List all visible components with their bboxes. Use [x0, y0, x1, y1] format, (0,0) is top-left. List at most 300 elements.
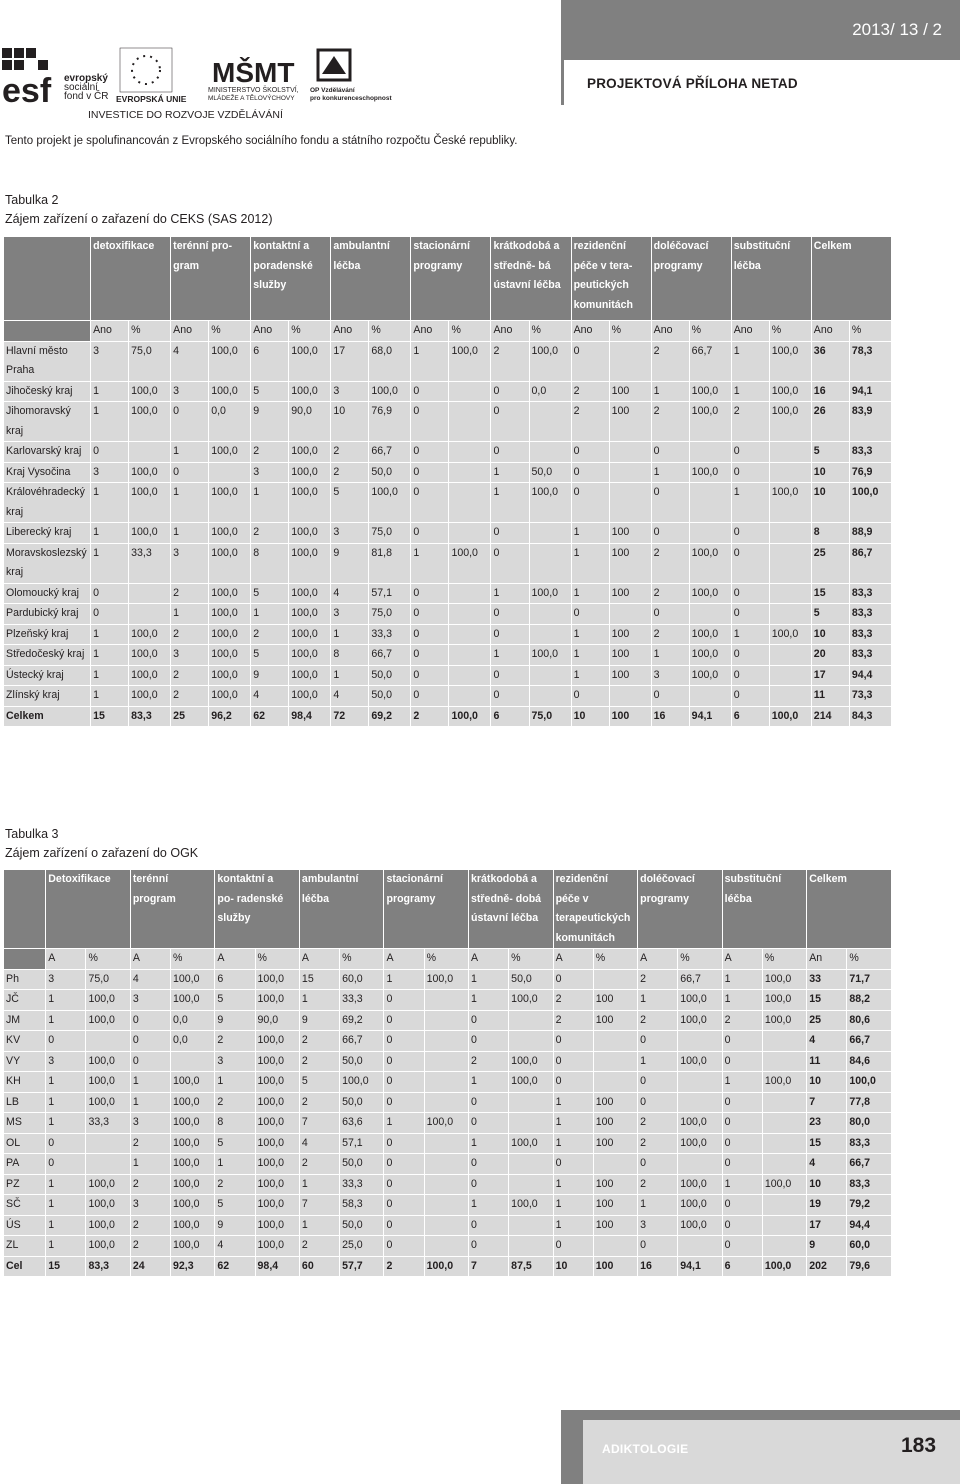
column-header: Detoxifikace — [46, 870, 131, 949]
table-cell: 100,0 — [762, 969, 806, 990]
table-row — [4, 1072, 892, 1093]
subheader-cell: % — [849, 321, 891, 342]
table-cell — [509, 1010, 553, 1031]
column-header: Celkem — [811, 237, 891, 321]
table-cell — [509, 1215, 553, 1236]
table-cell: 1 — [331, 624, 369, 645]
table-cell: 0 — [171, 462, 209, 483]
table-cell: 9 — [807, 1236, 847, 1257]
table-cell: 11 — [807, 1051, 847, 1072]
table-cell: 0 — [491, 523, 529, 544]
table-cell: 100,0 — [209, 624, 251, 645]
table-cell: 66,7 — [847, 1154, 892, 1175]
table-cell: 16 — [638, 1256, 678, 1277]
subheader-cell: % — [847, 949, 892, 970]
table-cell: 80,6 — [847, 1010, 892, 1031]
table-cell: 68,0 — [369, 341, 411, 381]
table-cell: 1 — [91, 624, 129, 645]
table-cell: 100,0 — [289, 523, 331, 544]
table-cell: 2 — [299, 1051, 339, 1072]
table-cell: 2 — [571, 381, 609, 402]
table-row — [4, 969, 892, 990]
table-cell: 57,1 — [369, 583, 411, 604]
table-cell: 3 — [171, 645, 209, 666]
table-cell: 87,5 — [509, 1256, 553, 1277]
table-cell: 9 — [331, 543, 369, 583]
table-cell: 5 — [215, 1133, 255, 1154]
table-cell: 83,3 — [849, 624, 891, 645]
table-cell — [129, 604, 171, 625]
column-header: substituční léčba — [731, 237, 811, 321]
table-cell: 100,0 — [689, 462, 731, 483]
table-cell: 2 — [299, 1031, 339, 1052]
svg-text:EVROPSKÁ UNIE: EVROPSKÁ UNIE — [116, 94, 187, 104]
table-cell: 0 — [638, 1031, 678, 1052]
table-cell: 50,0 — [340, 1154, 384, 1175]
table-cell: 100 — [593, 1215, 637, 1236]
row-label: Jihomoravský kraj — [4, 402, 91, 442]
subheader-cell: A — [469, 949, 509, 970]
table-cell: 2 — [651, 583, 689, 604]
table-cell: 0 — [46, 1154, 86, 1175]
table-cell — [609, 686, 651, 707]
table-cell: 1 — [731, 624, 769, 645]
table-cell — [529, 543, 571, 583]
table-cell: 100,0 — [170, 1195, 214, 1216]
table-cell: 100,0 — [209, 543, 251, 583]
column-header: terénní pro- gram — [171, 237, 251, 321]
table-cell: 0 — [411, 523, 449, 544]
total-row — [4, 1256, 892, 1277]
table-cell: 77,8 — [847, 1092, 892, 1113]
table-cell: 6 — [491, 706, 529, 727]
table-cell: 84,6 — [847, 1051, 892, 1072]
table-cell: 2 — [638, 1113, 678, 1134]
table-cell: 0 — [384, 1236, 424, 1257]
table-cell: 5 — [251, 645, 289, 666]
table-cell: 1 — [722, 969, 762, 990]
table-cell: 0 — [651, 483, 689, 523]
table-cell — [449, 442, 491, 463]
op-logo — [310, 50, 392, 102]
table-cell: 100,0 — [340, 1072, 384, 1093]
table-cell: 1 — [46, 1010, 86, 1031]
table-cell: 0 — [469, 1010, 509, 1031]
column-header: rezidenční péče v tera- peutických komunitách — [571, 237, 651, 321]
table-cell: 0 — [651, 686, 689, 707]
table-cell — [424, 1236, 468, 1257]
table-cell: 94,4 — [849, 665, 891, 686]
table-cell: 1 — [91, 523, 129, 544]
table-cell: 2 — [638, 1174, 678, 1195]
table-cell: 2 — [638, 1133, 678, 1154]
table-cell: 0 — [491, 665, 529, 686]
table-cell: 26 — [811, 402, 849, 442]
table-cell — [762, 1215, 806, 1236]
table-cell: 100,0 — [129, 381, 171, 402]
table-cell: 0 — [91, 604, 129, 625]
table-cell: 0 — [722, 1031, 762, 1052]
column-header: substituční léčba — [722, 870, 807, 949]
table-cell: 3 — [331, 604, 369, 625]
table-cell: 100,0 — [289, 645, 331, 666]
table-cell: 1 — [171, 483, 209, 523]
table-cell: 33,3 — [340, 1174, 384, 1195]
table-cell: 5 — [331, 483, 369, 523]
table-cell: 72 — [331, 706, 369, 727]
row-label: Zlínský kraj — [4, 686, 91, 707]
table-cell: 100,0 — [255, 990, 299, 1011]
table-cell: 0 — [491, 604, 529, 625]
table-row — [4, 1154, 892, 1175]
table-cell: 100,0 — [86, 1195, 130, 1216]
row-label: Středočeský kraj — [4, 645, 91, 666]
table-cell: 100,0 — [255, 1113, 299, 1134]
subheader-cell: Ano — [491, 321, 529, 342]
table-row — [4, 686, 892, 707]
table-cell: 100 — [593, 1256, 637, 1277]
table-cell: 8 — [331, 645, 369, 666]
table-cell: 100,0 — [86, 1092, 130, 1113]
table-cell — [689, 604, 731, 625]
table-cell: 90,0 — [255, 1010, 299, 1031]
table-cell: 100,0 — [129, 686, 171, 707]
subheader-cell: % — [449, 321, 491, 342]
table-cell: 100,0 — [86, 1174, 130, 1195]
header-bar — [561, 0, 960, 105]
subheader-cell: Ano — [171, 321, 209, 342]
table-cell: 15 — [811, 583, 849, 604]
table-cell: 1 — [299, 1174, 339, 1195]
table-cell: 1 — [553, 1092, 593, 1113]
table-cell — [449, 523, 491, 544]
page-number: 183 — [901, 1434, 937, 1457]
subheader-cell: A — [638, 949, 678, 970]
table-cell: 81,8 — [369, 543, 411, 583]
table-cell: 86,7 — [849, 543, 891, 583]
table-cell: 100 — [593, 1195, 637, 1216]
table-cell: 100,0 — [449, 706, 491, 727]
table3-label: Tabulka 3 — [5, 827, 59, 841]
table-cell: 60,0 — [340, 969, 384, 990]
table-cell: 0 — [553, 1031, 593, 1052]
table-cell: 50,0 — [340, 1215, 384, 1236]
table-cell — [689, 523, 731, 544]
subheader-cell: % — [424, 949, 468, 970]
table2-caption — [5, 191, 273, 229]
row-label: Plzeňský kraj — [4, 624, 91, 645]
table-cell: 0 — [651, 604, 689, 625]
row-label: Ph — [4, 969, 46, 990]
table-cell: 100,0 — [170, 1236, 214, 1257]
table-cell: 3 — [91, 341, 129, 381]
subheader-cell: % — [762, 949, 806, 970]
table-row — [4, 604, 892, 625]
table-cell: 0 — [722, 1236, 762, 1257]
table-cell: 25,0 — [340, 1236, 384, 1257]
table-cell: 0 — [91, 442, 129, 463]
table-cell: 66,7 — [678, 969, 722, 990]
table-cell — [762, 1154, 806, 1175]
table-cell: 15 — [91, 706, 129, 727]
table-cell: 0 — [469, 1236, 509, 1257]
table-cell: 66,7 — [689, 341, 731, 381]
column-header: krátkodobá a středně- dobá ústavní léčba — [469, 870, 554, 949]
row-label: Liberecký kraj — [4, 523, 91, 544]
table-cell: 100,0 — [678, 1215, 722, 1236]
table-cell: 10 — [331, 402, 369, 442]
table-cell: 100,0 — [255, 1195, 299, 1216]
table-cell — [769, 604, 811, 625]
table-cell: 100,0 — [129, 402, 171, 442]
table-cell: 0 — [731, 645, 769, 666]
table-cell: 0 — [491, 686, 529, 707]
table-cell: 50,0 — [529, 462, 571, 483]
table-cell: 1 — [491, 483, 529, 523]
table-cell: 1 — [553, 1195, 593, 1216]
table-cell: 75,0 — [86, 969, 130, 990]
table-cell: 100,0 — [769, 483, 811, 523]
table-cell: 4 — [807, 1154, 847, 1175]
table-cell: 0 — [469, 1113, 509, 1134]
table-cell: 100,0 — [769, 341, 811, 381]
table-cell: 100,0 — [289, 665, 331, 686]
table-cell: 1 — [571, 543, 609, 583]
table-cell: 100,0 — [209, 483, 251, 523]
table-row — [4, 442, 892, 463]
table-cell: 7 — [299, 1195, 339, 1216]
table-cell: 100 — [593, 990, 637, 1011]
table-cell: 214 — [811, 706, 849, 727]
table-cell: 100,0 — [170, 1133, 214, 1154]
table-cell: 0 — [571, 442, 609, 463]
eu-logo — [116, 48, 187, 104]
row-label: VY — [4, 1051, 46, 1072]
table-cell: 0 — [571, 686, 609, 707]
table-cell — [689, 442, 731, 463]
table-cell: 100 — [609, 583, 651, 604]
column-header: doléčovací programy — [651, 237, 731, 321]
table-cell: 9 — [251, 402, 289, 442]
table-row — [4, 583, 892, 604]
table-cell: 100,0 — [678, 1195, 722, 1216]
svg-text:pro konkurenceschopnost: pro konkurenceschopnost — [310, 95, 392, 102]
table-cell: 15 — [46, 1256, 86, 1277]
table-cell: 1 — [731, 341, 769, 381]
table-cell: 6 — [251, 341, 289, 381]
table-cell: 0 — [638, 1154, 678, 1175]
table-cell: 1 — [91, 665, 129, 686]
table-cell: 2 — [215, 1092, 255, 1113]
table-cell: 10 — [811, 624, 849, 645]
table-cell: 5 — [251, 381, 289, 402]
table-cell: 0 — [722, 1154, 762, 1175]
table-cell: 0 — [731, 665, 769, 686]
table-cell: 2 — [130, 1174, 170, 1195]
row-label: Ústecký kraj — [4, 665, 91, 686]
table-cell: 10 — [807, 1072, 847, 1093]
row-label: Karlovarský kraj — [4, 442, 91, 463]
table-cell: 1 — [384, 969, 424, 990]
table-cell: 0 — [91, 583, 129, 604]
table-cell: 1 — [722, 990, 762, 1011]
table-cell: 100,0 — [129, 665, 171, 686]
table-cell: 20 — [811, 645, 849, 666]
slogan: INVESTICE DO ROZVOJE VZDĚLÁVÁNÍ — [88, 109, 283, 121]
table-row — [4, 1215, 892, 1236]
table-cell: 1 — [91, 686, 129, 707]
table-row — [4, 990, 892, 1011]
table-cell: 1 — [91, 381, 129, 402]
table-cell: 25 — [171, 706, 209, 727]
table-cell — [593, 969, 637, 990]
table-cell: 0,0 — [170, 1010, 214, 1031]
table3 — [3, 869, 892, 1277]
table-cell: 100,0 — [509, 1072, 553, 1093]
table-cell: 1 — [469, 990, 509, 1011]
journal-brand: ADIKTOLOGIE — [602, 1442, 689, 1456]
table-cell: 100 — [609, 543, 651, 583]
table-cell — [86, 1133, 130, 1154]
table-cell: 17 — [811, 665, 849, 686]
table-cell: 8 — [215, 1113, 255, 1134]
table-cell: 100,0 — [289, 462, 331, 483]
table-cell: 0 — [553, 969, 593, 990]
table-cell: 17 — [331, 341, 369, 381]
table-cell: 100,0 — [678, 990, 722, 1011]
table-cell — [424, 1195, 468, 1216]
column-header: stacionární programy — [384, 870, 469, 949]
table-cell: 1 — [491, 583, 529, 604]
table-cell — [529, 402, 571, 442]
table-cell: 0 — [469, 1092, 509, 1113]
row-label: Kraj Vysočina — [4, 462, 91, 483]
table-cell: 100,0 — [762, 1010, 806, 1031]
table-cell: 100,0 — [209, 665, 251, 686]
table-cell: 9 — [299, 1010, 339, 1031]
table-cell: 100,0 — [689, 381, 731, 402]
table-cell: 1 — [411, 341, 449, 381]
table-cell: 3 — [46, 969, 86, 990]
table-cell — [609, 483, 651, 523]
table-cell: 57,7 — [340, 1256, 384, 1277]
table-cell: 100,0 — [289, 442, 331, 463]
table-row — [4, 1236, 892, 1257]
table-cell: 100,0 — [86, 1236, 130, 1257]
table-cell: 100,0 — [762, 1256, 806, 1277]
table-row — [4, 1195, 892, 1216]
table-cell: 2 — [215, 1174, 255, 1195]
table2-label: Tabulka 2 — [5, 193, 59, 207]
table-cell: 0 — [130, 1031, 170, 1052]
table-cell: 0 — [384, 1031, 424, 1052]
table-cell: 98,4 — [255, 1256, 299, 1277]
table-cell: 0 — [469, 1174, 509, 1195]
table-cell — [529, 665, 571, 686]
row-label: Královéhradecký kraj — [4, 483, 91, 523]
table-cell: 100 — [593, 1113, 637, 1134]
table-cell — [449, 665, 491, 686]
appendix-title: PROJEKTOVÁ PŘÍLOHA NETAD — [587, 76, 798, 91]
table-cell: 1 — [571, 523, 609, 544]
table-cell: 100,0 — [678, 1051, 722, 1072]
footer-bar — [561, 1410, 960, 1484]
table-cell: 1 — [46, 990, 86, 1011]
table-cell: 0 — [731, 604, 769, 625]
table-row — [4, 523, 892, 544]
table-cell: 50,0 — [509, 969, 553, 990]
table-cell: 1 — [46, 1195, 86, 1216]
table-cell: 1 — [651, 645, 689, 666]
table-cell: 100,0 — [769, 402, 811, 442]
subheader-cell: % — [678, 949, 722, 970]
table-row — [4, 462, 892, 483]
table-cell: 0 — [553, 1236, 593, 1257]
table-cell: 62 — [251, 706, 289, 727]
table-cell — [424, 1031, 468, 1052]
table-cell: 0 — [411, 462, 449, 483]
table-cell: 0,0 — [209, 402, 251, 442]
table-cell — [509, 1092, 553, 1113]
table-cell — [170, 1051, 214, 1072]
table-cell: 60 — [299, 1256, 339, 1277]
table-cell: 100,0 — [849, 483, 891, 523]
table-cell: 0 — [384, 1154, 424, 1175]
table-cell: 0 — [384, 1195, 424, 1216]
header-divider — [561, 0, 564, 105]
table-cell: 100,0 — [129, 462, 171, 483]
table-cell: 100,0 — [762, 1174, 806, 1195]
table-cell: 0 — [130, 1010, 170, 1031]
table-cell: 50,0 — [340, 1092, 384, 1113]
table-cell: 6 — [722, 1256, 762, 1277]
table-cell: 11 — [811, 686, 849, 707]
table-row — [4, 1051, 892, 1072]
table-cell — [529, 686, 571, 707]
table-row — [4, 624, 892, 645]
table-cell: 0 — [469, 1154, 509, 1175]
subheader-cell: Ano — [251, 321, 289, 342]
table-cell: 0 — [411, 583, 449, 604]
table-cell: 69,2 — [340, 1010, 384, 1031]
table-cell: 1 — [553, 1133, 593, 1154]
subheader-cell: % — [86, 949, 130, 970]
table-cell: 90,0 — [289, 402, 331, 442]
table-cell: 1 — [130, 1072, 170, 1093]
total-row — [4, 706, 892, 727]
table-cell: 94,4 — [847, 1215, 892, 1236]
table-cell — [509, 1236, 553, 1257]
table-cell: 0 — [571, 462, 609, 483]
table-cell: 0 — [411, 442, 449, 463]
table-cell: 1 — [469, 1072, 509, 1093]
table-cell: 100,0 — [170, 1072, 214, 1093]
table-cell: 33,3 — [340, 990, 384, 1011]
table2-title: Zájem zařízení o zařazení do CEKS (SAS 2012) — [5, 212, 273, 226]
table-cell: 66,7 — [340, 1031, 384, 1052]
subheader-cell: % — [609, 321, 651, 342]
table-cell: 100,0 — [209, 604, 251, 625]
table-cell: 1 — [46, 1174, 86, 1195]
table-cell: 100,0 — [209, 686, 251, 707]
table-cell — [678, 1236, 722, 1257]
table-cell: 100,0 — [289, 624, 331, 645]
table-cell: 2 — [491, 341, 529, 381]
table-cell — [762, 1051, 806, 1072]
row-label: KV — [4, 1031, 46, 1052]
table-cell: 0 — [46, 1031, 86, 1052]
table-cell: 100,0 — [209, 381, 251, 402]
